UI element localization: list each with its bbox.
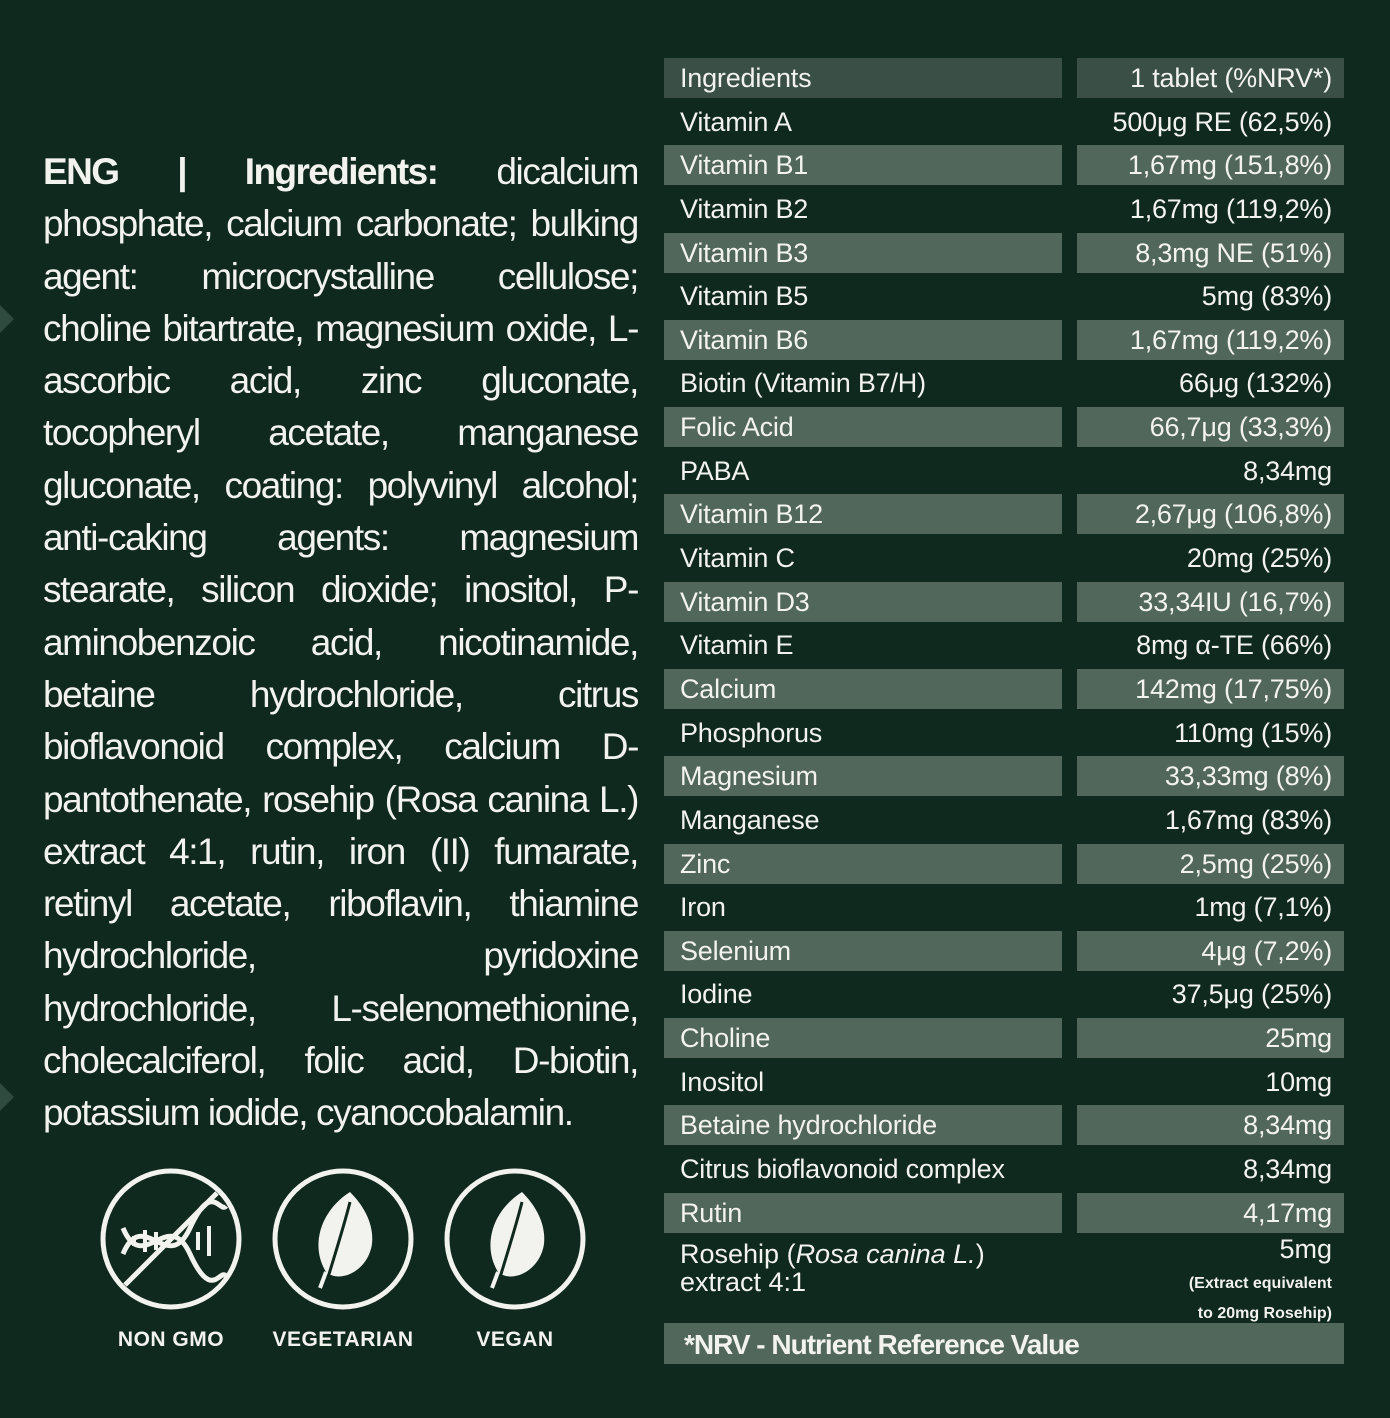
table-row [664,972,1344,1016]
table-row-rosehip [664,1234,1344,1323]
rosehip-amount [1189,1234,1332,1324]
table-row [664,623,1344,667]
nutrient-amount: 8,34mg [1243,455,1332,486]
rosehip-latin-name: Rosa canina L. [795,1239,976,1270]
nutrient-amount: 4,17mg [1077,1193,1344,1233]
nutrition-table [664,56,1344,1323]
edge-arrow-mark-bottom [0,1083,14,1111]
badge-vegan [440,1166,590,1352]
nutrient-amount: 2,5mg (25%) [1077,844,1344,884]
nutrient-amount: 1,67mg (83%) [1164,804,1332,835]
table-row [664,1016,1344,1060]
header-ingredients: Ingredients [664,58,1062,98]
nutrient-amount: 1,67mg (151,8%) [1077,145,1344,185]
nutrient-name: Vitamin B5 [680,281,809,312]
table-row [664,274,1344,318]
table-row [664,580,1344,624]
nutrient-amount: 4μg (7,2%) [1077,931,1344,971]
nutrient-name: Calcium [664,669,1062,709]
table-row [664,1060,1344,1104]
nutrient-name: Selenium [664,931,1062,971]
nutrient-amount: 10mg [1265,1066,1332,1097]
table-row [664,885,1344,929]
table-row [664,100,1344,144]
table-row [664,492,1344,536]
nutrient-name: Vitamin B2 [680,193,809,224]
table-row [664,231,1344,275]
table-row [664,1191,1344,1235]
rosehip-name-prefix: Rosehip ( [680,1239,796,1270]
table-row [664,318,1344,362]
nutrient-name: Betaine hydrochloride [664,1105,1062,1145]
nutrient-name: Vitamin B1 [664,145,1062,185]
rosehip-name [680,1240,985,1296]
table-row [664,449,1344,493]
nrv-footnote: *NRV - Nutrient Reference Value [664,1323,1344,1364]
table-header [664,56,1344,100]
nutrient-name: Vitamin C [680,543,795,574]
nutrient-amount: 33,34IU (16,7%) [1077,582,1344,622]
nutrient-amount: 33,33mg (8%) [1077,756,1344,796]
nutrient-amount: 20mg (25%) [1186,543,1332,574]
nutrient-name: Phosphorus [680,717,823,748]
nutrient-amount: 500μg RE (62,5%) [1112,106,1332,137]
badge-label: NON GMO [117,1328,225,1351]
leaf-icon [270,1166,416,1312]
nutrient-amount: 1mg (7,1%) [1194,892,1332,923]
rosehip-value: 5mg [1279,1234,1332,1265]
nutrient-amount: 1,67mg (119,2%) [1129,193,1332,224]
header-amount: 1 tablet (%NRV*) [1077,58,1344,98]
table-row [664,361,1344,405]
nutrient-amount: 25mg [1077,1018,1344,1058]
nutrient-name: Vitamin B12 [664,494,1062,534]
table-row [664,667,1344,711]
nutrient-name: Zinc [664,844,1062,884]
nutrient-name: PABA [680,455,750,486]
nutrient-amount: 8,34mg [1243,1154,1332,1185]
table-row [664,929,1344,973]
nutrient-name: Iron [680,892,726,923]
nutrient-amount: 5mg (83%) [1201,281,1332,312]
ingredients-paragraph [43,146,638,1140]
table-row [664,1103,1344,1147]
nutrient-amount: 1,67mg (119,2%) [1077,320,1344,360]
dna-icon [98,1166,244,1312]
nutrient-name: Vitamin B6 [664,320,1062,360]
nutrient-amount: 110mg (15%) [1174,717,1332,748]
nutrient-name: Vitamin E [680,630,794,661]
nutrient-amount: 66,7μg (33,3%) [1077,407,1344,447]
table-row [664,711,1344,755]
badge-non-gmo [96,1166,246,1352]
nutrient-name: Inositol [680,1066,764,1097]
nutrient-amount: 142mg (17,75%) [1077,669,1344,709]
nutrient-amount: 2,67μg (106,8%) [1077,494,1344,534]
badge-vegetarian [268,1166,418,1352]
nutrient-amount: 8,34mg [1077,1105,1344,1145]
rosehip-note-line2: to 20mg Rosehip) [1197,1305,1332,1323]
nutrient-name: Iodine [680,979,753,1010]
nutrient-name: Magnesium [664,756,1062,796]
table-row [664,842,1344,886]
table-row [664,798,1344,842]
rosehip-note-line1: (Extract equivalent [1188,1275,1332,1293]
nutrient-name: Rutin [664,1193,1062,1233]
edge-arrow-mark-top [0,305,14,333]
badge-label: VEGETARIAN [272,1328,414,1351]
table-row [664,754,1344,798]
nutrient-name: Folic Acid [664,407,1062,447]
nutrient-amount: 37,5μg (25%) [1171,979,1332,1010]
table-row [664,143,1344,187]
rosehip-name-line2: extract 4:1 [680,1267,807,1298]
nutrient-amount: 8mg α-TE (66%) [1136,630,1332,661]
nutrient-name: Citrus bioflavonoid complex [680,1154,1005,1185]
certification-badges [96,1166,596,1356]
nutrient-name: Vitamin B3 [664,233,1062,273]
ingredients-body: dicalcium phosphate, calcium carbonate; bulking agent: microcrystalline cellulose; choline bitartrate, magnesium oxide, L-ascorbic acid, zinc gluconate, tocopheryl acetate, manganese gluconate, coating: polyvinyl alcohol; anti-caking agents: magnesium stearate, silicon dioxide; inositol, P-aminobenzoic acid, nicotinamide, betaine hydrochloride, citrus bioflavonoid complex, calcium D-pantothenate, rosehip (Rosa canina L.) extract 4:1, rutin, iron (II) fumarate, retinyl acetate, riboflavin, thiamine hydrochloride, pyridoxine hydrochloride, L-selenomethionine, cholecalciferol, folic acid, D-biotin, potassium iodide, cyanocobalamin. [43,151,638,1134]
ingredients-lead: ENG | Ingredients: [43,151,438,192]
nutrient-name: Biotin (Vitamin B7/H) [680,368,926,399]
badge-label: VEGAN [476,1328,554,1351]
table-row [664,405,1344,449]
nutrient-name: Manganese [680,804,820,835]
table-row [664,187,1344,231]
rosehip-name-suffix: ) [975,1239,985,1270]
nutrient-amount: 8,3mg NE (51%) [1077,233,1344,273]
table-row [664,536,1344,580]
nutrient-name: Vitamin A [680,106,792,137]
table-body [664,100,1344,1235]
nutrient-name: Vitamin D3 [664,582,1062,622]
nutrient-amount: 66μg (132%) [1179,368,1332,399]
leaf-icon [442,1166,588,1312]
table-row [664,1147,1344,1191]
nutrient-name: Choline [664,1018,1062,1058]
